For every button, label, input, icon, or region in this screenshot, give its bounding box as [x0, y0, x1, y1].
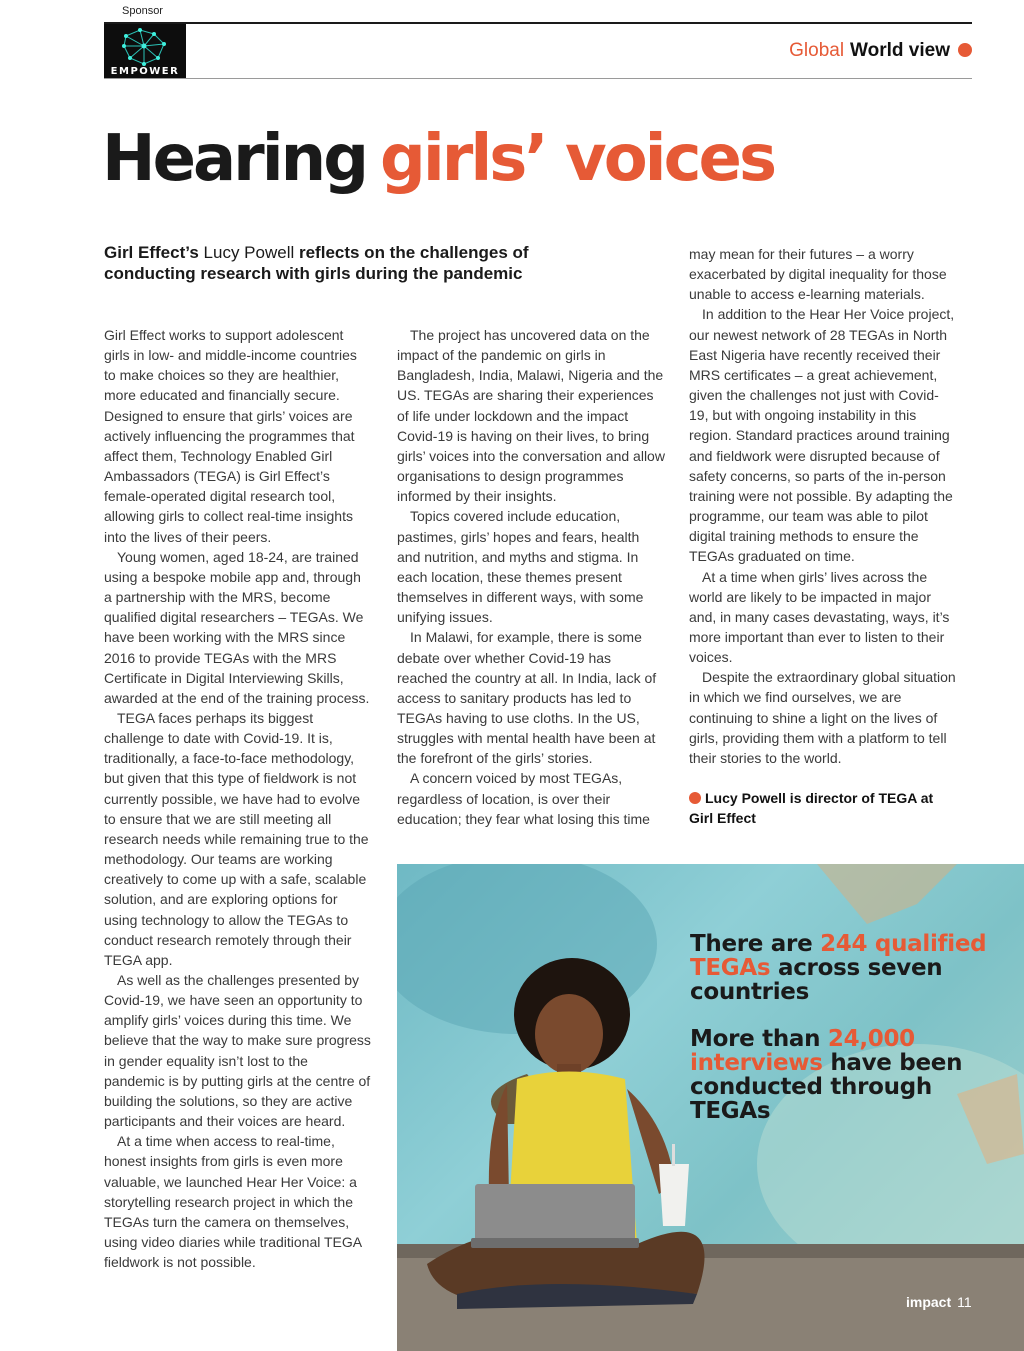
- page-number: 11: [957, 1294, 972, 1310]
- fact-2: [690, 1027, 1010, 1123]
- page-footer: [906, 1294, 972, 1310]
- body-column-2: [397, 325, 665, 829]
- feature-photo: [397, 864, 1024, 1351]
- fact-2-a: More than: [690, 1026, 828, 1052]
- top-rule: [104, 22, 972, 24]
- empower-logo[interactable]: [104, 24, 186, 78]
- section-tag: [789, 40, 972, 62]
- body-column-3: [689, 244, 957, 828]
- paragraph: In addition to the Hear Her Voice project, our newest network of 28 TEGAs in North East Nigeria have recently received their MRS certificates – a great achievement, given the challenges not just with Covid-19, but with ongoing instability in this region. Standard practices around training and fieldwork were disrupted because of safety concerns, so parts of the in-person training were not possible. By adapting the programme, our team was able to pilot digital training methods to ensure the TEGAs graduated on time.: [689, 306, 955, 565]
- headline: [102, 124, 774, 194]
- byline-text: Lucy Powell is director of TEGA at Girl Effect: [689, 790, 934, 827]
- magazine-name: impact: [906, 1294, 952, 1310]
- paragraph: At a time when girls’ lives across the world are likely to be impacted in major and, in many cases devastating, ways, it’s more important than ever to listen to their voices.: [689, 568, 950, 666]
- section-global: Global: [789, 40, 845, 61]
- fact-1: [690, 932, 1010, 1004]
- byline-dot-icon: [689, 792, 701, 804]
- network-icon: [118, 26, 172, 68]
- standfirst-author: Lucy Powell: [203, 243, 295, 262]
- fact-1-a: There are: [690, 931, 821, 957]
- paragraph: may mean for their futures – a worry exacerbated by digital inequality for those unable to access e-learning materials.: [689, 246, 947, 303]
- byline: [689, 788, 957, 828]
- fact-2-highlight: 24,000 interviews: [690, 1026, 915, 1076]
- headline-part2: girls’ voices: [380, 122, 775, 196]
- sponsor-label: Sponsor: [122, 5, 163, 17]
- paragraph: TEGA faces perhaps its biggest challenge to date with Covid-19. It is, traditionally, a face-to-face methodology, but given that this type of fieldwork is not currently possible, we have had to evolve to ensure that we are still meeting all research needs while remaining true to the methodology. Our teams are working creatively to come up with a safe, scalable solution, and are exploring options for using technology to allow the TEGAs to conduct research remotely through their TEGA app.: [104, 709, 369, 968]
- logo-text: EMPOWER: [110, 66, 180, 77]
- section-name: World view: [850, 40, 950, 61]
- fact-2-c: have been conducted through TEGAs: [690, 1050, 963, 1124]
- paragraph: At a time when access to real-time, honest insights from girls is even more valuable, we launched Hear Her Voice: a storytelling research project in which the TEGAs turn the camera on themselves, using video diaries while traditional TEGA fieldwork is not possible.: [104, 1133, 362, 1271]
- paragraph: Young women, aged 18-24, are trained using a bespoke mobile app and, through a partnership with the MRS, become qualified digital researchers – TEGAs. We have been working with the MRS since 2016 to provide TEGAs with the MRS Certificate in Digital Interviewing Skills, awarded at the end of the training process.: [104, 548, 370, 706]
- paragraph: As well as the challenges presented by Covid-19, we have seen an opportunity to amplify girls’ voices during this time. We believe that the way to make sure progress in gender equality isn’t lost to the pandemic is by putting girls at the centre of building the solutions, so they are active participants and their voices are heard.: [104, 972, 371, 1130]
- standfirst-org: Girl Effect’s: [104, 243, 199, 262]
- standfirst: [104, 242, 574, 284]
- fact-box: [690, 932, 1010, 1146]
- paragraph: A concern voiced by most TEGAs, regardless of location, is over their education; they fear what losing this time: [397, 770, 650, 827]
- paragraph: Topics covered include education, pastimes, girls’ hopes and fears, health and nutrition, and myths and stigma. In each location, these themes present themselves in different ways, with some unifying issues.: [397, 508, 644, 626]
- section-dot-icon: [958, 43, 972, 57]
- fact-1-highlight: 244 qualified TEGAs: [690, 931, 987, 981]
- headline-part1: Hearing: [102, 122, 367, 196]
- body-column-1: [104, 325, 372, 1272]
- standfirst-rest: reflects on the challenges of conducting research with girls during the pandemic: [104, 243, 529, 283]
- paragraph: The project has uncovered data on the impact of the pandemic on girls in Bangladesh, India, Malawi, Nigeria and the US. TEGAs are sharing their experiences of life under lockdown and the impact Covid-19 is having on their lives, to bring girls’ voices into the conversation and allow organisations to design programmes informed by their insights.: [397, 327, 665, 505]
- paragraph: Despite the extraordinary global situation in which we find ourselves, we are continuing to shine a light on the lives of girls, providing them with a platform to tell their stories to the world.: [689, 669, 956, 766]
- fact-1-c: across seven countries: [690, 955, 943, 1005]
- header-rule: [104, 78, 972, 79]
- paragraph: Girl Effect works to support adolescent girls in low- and middle-income countries to make choices so they are healthier, more educated and financially secure. Designed to ensure that girls’ voices are actively influencing the programmes that affect them, Technology Enabled Girl Ambassadors (TEGA) is Girl Effect’s female-operated digital research tool, allowing girls to collect real-time insights into the lives of their peers.: [104, 327, 357, 545]
- paragraph: In Malawi, for example, there is some debate over whether Covid-19 has reached the country at all. In India, lack of access to sanitary products has led to TEGAs having to use cloths. In the US, struggles with mental health have been at the forefront of the girls’ stories.: [397, 629, 657, 767]
